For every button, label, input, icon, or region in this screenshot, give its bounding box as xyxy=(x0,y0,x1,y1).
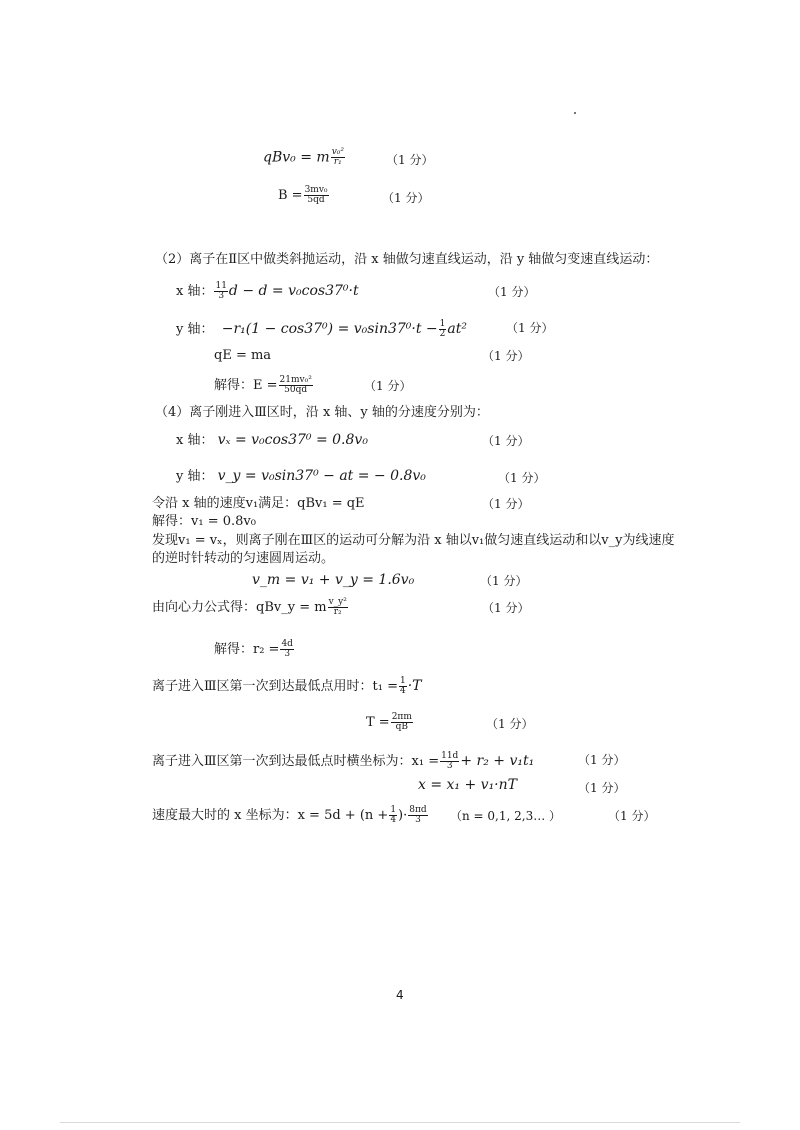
numerator: v₀² xyxy=(331,147,344,157)
fraction xyxy=(391,713,413,732)
score-label: （1 分） xyxy=(608,809,656,823)
denominator: 2 xyxy=(439,329,446,339)
equation-text: 速度最大时的 x 坐标为：x = 5d + (n + xyxy=(152,808,389,823)
equation-text: d − d = v₀cos37⁰·t xyxy=(228,283,359,299)
axis-label: x 轴： xyxy=(176,433,214,448)
text-line: 发现v₁ = vₓ，则离子刚在Ⅲ区的运动可分解为沿 x 轴以v₁做匀速直线运动和以v_y为线速度 xyxy=(152,533,675,548)
equation-text: −r₁(1 − cos37⁰) = v₀sin37⁰·t − xyxy=(221,321,438,337)
equation-text: 解得：E = xyxy=(214,378,278,393)
page-number: 4 xyxy=(396,988,404,1002)
score-label: （1 分） xyxy=(482,497,530,511)
score-label: （1 分） xyxy=(382,191,430,205)
equation-line: x = x₁ + v₁·nT xyxy=(418,777,517,793)
numerator: 11 xyxy=(215,281,227,291)
equation-line xyxy=(176,282,359,301)
equation-text: 离子进入Ⅲ区第一次到达最低点时横坐标为：x₁ = xyxy=(152,754,440,769)
denominator: 3 xyxy=(218,291,225,301)
equation-line xyxy=(366,713,414,732)
equation-text: 由向心力公式得：qBv_y = m xyxy=(152,600,327,615)
numerator: 11d xyxy=(441,751,459,761)
equation-text: vₓ = v₀cos37⁰ = 0.8v₀ xyxy=(217,432,368,448)
text-line: 解得：v₁ = 0.8v₀ xyxy=(152,514,256,529)
score-label: （1 分） xyxy=(364,379,412,393)
fraction xyxy=(328,598,348,617)
equation-line xyxy=(214,640,295,659)
denominator: 3 xyxy=(284,649,291,659)
scan-speck xyxy=(574,112,576,114)
fraction xyxy=(331,148,345,167)
equation-line xyxy=(214,376,314,395)
score-label: （1 分） xyxy=(498,471,546,485)
equation-line xyxy=(176,468,426,485)
fraction xyxy=(279,376,313,395)
index-note: （n = 0,1, 2,3… ） xyxy=(450,809,562,823)
equation-line: v_m = v₁ + v_y = 1.6v₀ xyxy=(252,572,415,588)
score-label: （1 分） xyxy=(386,153,434,167)
equation-line xyxy=(176,320,467,339)
score-label: （1 分） xyxy=(480,574,528,588)
section-heading: （4）离子刚进入Ⅲ区时，沿 x 轴、y 轴的分速度分别为： xyxy=(155,405,489,420)
denominator: 3 xyxy=(415,815,421,825)
equation-text: qBv₀ = m xyxy=(263,149,330,166)
equation-line xyxy=(278,186,330,205)
score-label: （1 分） xyxy=(578,781,626,795)
denominator: 4 xyxy=(390,815,397,825)
equation-line xyxy=(263,148,346,167)
equation-text: at² xyxy=(447,321,467,337)
section-heading: （2）离子在Ⅱ区中做类斜抛运动，沿 x 轴做匀速直线运动，沿 y 轴做匀变速直线运动： xyxy=(155,252,659,267)
equation-line: qE = ma xyxy=(214,348,272,363)
equation-line xyxy=(152,806,429,825)
equation-line xyxy=(152,677,422,696)
equation-text: B = xyxy=(278,188,303,203)
equation-text: 解得：r₂ = xyxy=(214,642,280,657)
equation-text: ·T xyxy=(407,678,422,694)
equation-line xyxy=(176,432,368,449)
equation-text: )· xyxy=(398,808,408,823)
equation-line xyxy=(152,598,349,617)
denominator: r₂ xyxy=(333,607,342,617)
score-label: （1 分） xyxy=(488,285,536,299)
denominator: 4 xyxy=(400,686,406,696)
fraction xyxy=(399,677,407,696)
fraction xyxy=(280,640,294,659)
denominator: r₁ xyxy=(333,157,342,167)
numerator: 21mv₀² xyxy=(279,375,312,385)
numerator: 1 xyxy=(439,319,446,329)
equation-text: v_y = v₀sin37⁰ − at = − 0.8v₀ xyxy=(217,468,426,484)
numerator: 1 xyxy=(390,805,397,815)
numerator: 8πd xyxy=(409,805,427,815)
fraction xyxy=(439,320,447,339)
fraction xyxy=(214,282,227,301)
numerator: 3mv₀ xyxy=(304,185,328,195)
denominator: qB xyxy=(395,722,408,732)
score-label: （1 分） xyxy=(578,753,626,767)
equation-text: 离子进入Ⅲ区第一次到达最低点用时：t₁ = xyxy=(152,679,398,694)
equation-text: + r₂ + v₁t₁ xyxy=(460,753,535,769)
fraction xyxy=(408,806,427,825)
fraction xyxy=(304,186,329,205)
numerator: v_y² xyxy=(328,597,347,607)
denominator: 50qd xyxy=(284,385,308,395)
numerator: 4d xyxy=(281,639,293,649)
score-label: （1 分） xyxy=(482,601,530,615)
axis-label: x 轴： xyxy=(176,284,214,299)
equation-text: T = xyxy=(366,715,390,730)
fraction xyxy=(440,752,459,771)
axis-label: y 轴： xyxy=(176,469,214,484)
score-label: （1 分） xyxy=(482,349,530,363)
score-label: （1 分） xyxy=(506,321,554,335)
denominator: 3 xyxy=(446,761,453,771)
numerator: 2πm xyxy=(391,712,412,722)
score-label: （1 分） xyxy=(486,717,534,731)
text-line: 的逆时针转动的匀速圆周运动。 xyxy=(152,551,335,566)
numerator: 1 xyxy=(400,676,406,686)
footer-rule xyxy=(60,1122,740,1123)
score-label: （1 分） xyxy=(482,434,530,448)
denominator: 5qd xyxy=(307,195,325,205)
axis-label: y 轴： xyxy=(176,322,214,337)
text-line: 令沿 x 轴的速度v₁满足：qBv₁ = qE xyxy=(152,496,365,511)
equation-line xyxy=(152,752,534,771)
fraction xyxy=(389,806,397,825)
